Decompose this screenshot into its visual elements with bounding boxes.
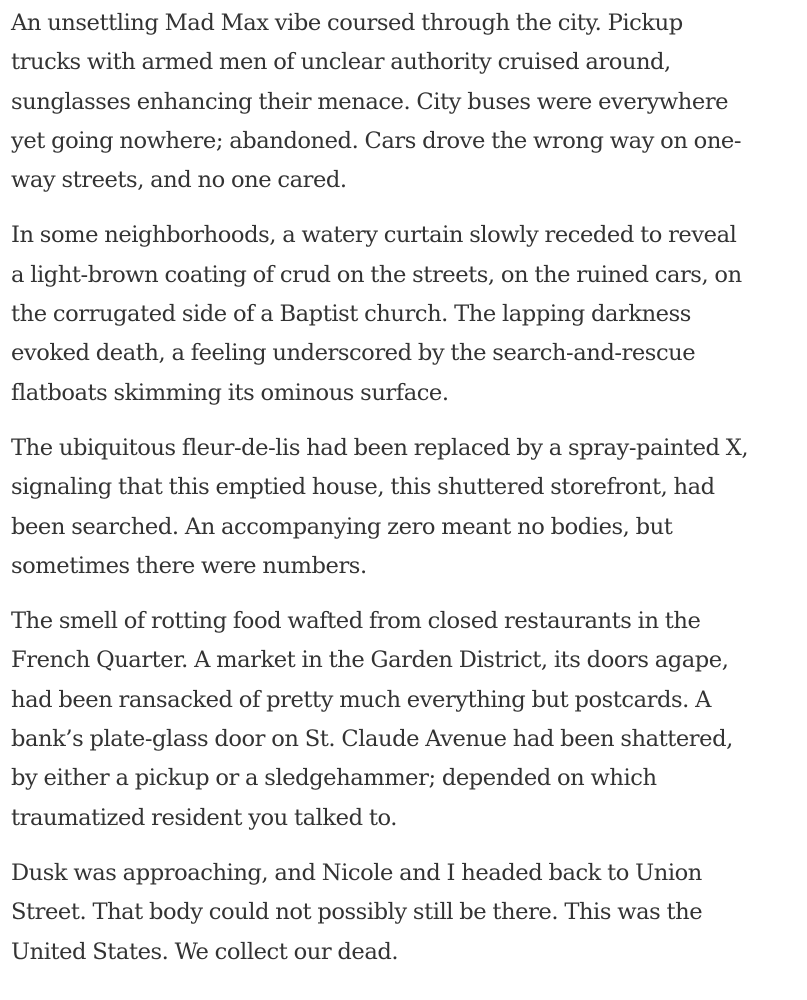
text-line: the corrugated side of a Baptist church. The lapping darkness (11, 301, 691, 328)
text-line: An unsettling Mad Max vibe coursed through the city. Pickup (11, 10, 683, 36)
text-line: been searched. An accompanying zero meant no bodies, but (11, 513, 673, 540)
text-line: signaling that this emptied house, this shuttered storefront, had (11, 474, 715, 501)
text-line: had been ransacked of pretty much everything but postcards. A (11, 686, 711, 713)
text-line: evoked death, a feeling underscored by the search-and-rescue (11, 340, 696, 367)
text-line: yet going nowhere; abandoned. Cars drove the wrong way on one- (11, 127, 742, 154)
text-line: sunglasses enhancing their menace. City buses were everywhere (11, 88, 729, 115)
text-line: United States. We collect our dead. (11, 938, 399, 965)
text-line: The ubiquitous fleur-de-lis had been replaced by a spray-painted X, (11, 434, 749, 461)
text-line: a light-brown coating of crud on the streets, on the ruined cars, on (11, 261, 742, 288)
text-line: In some neighborhoods, a watery curtain slowly receded to reveal (11, 222, 737, 249)
text-line: French Quarter. A market in the Garden District, its doors agape, (11, 647, 729, 674)
paragraph (11, 216, 801, 412)
text-line: The smell of rotting food wafted from closed restaurants in the (11, 608, 701, 635)
text-line: Dusk was approaching, and Nicole and I headed back to Union (11, 859, 702, 886)
text-line: by either a pickup or a sledgehammer; depended on which (11, 765, 657, 792)
paragraph (11, 602, 801, 838)
text-line: traumatized resident you talked to. (11, 804, 397, 831)
paragraph (11, 429, 801, 586)
text-line: bank’s plate-glass door on St. Claude Avenue had been shattered, (11, 726, 733, 753)
paragraph (11, 854, 801, 972)
article-body (11, 4, 801, 972)
text-line: Street. That body could not possibly still be there. This was the (11, 899, 703, 926)
text-line: way streets, and no one cared. (11, 167, 347, 194)
text-line: trucks with armed men of unclear authority cruised around, (11, 49, 671, 76)
text-line: sometimes there were numbers. (11, 552, 367, 579)
text-line: flatboats skimming its ominous surface. (11, 379, 449, 406)
paragraph (11, 4, 801, 200)
